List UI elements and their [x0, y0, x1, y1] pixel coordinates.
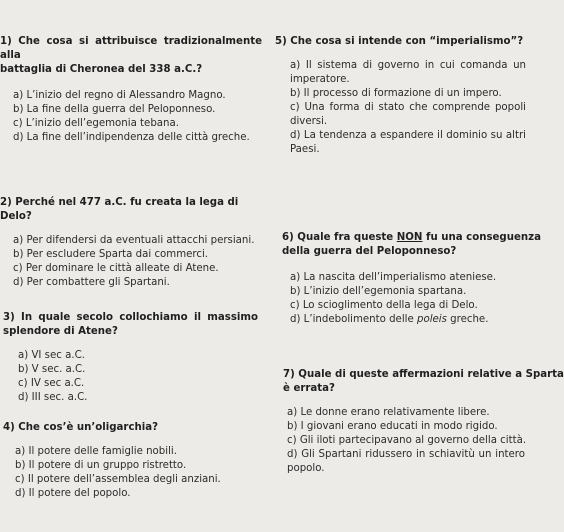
q6-option-b: b) L’inizio dell’egemonia spartana.: [290, 286, 467, 297]
question-5: [275, 35, 525, 157]
q1-option-a: a) L’inizio del regno di Alessandro Magno.: [13, 90, 226, 101]
q5-option-d-cont: Paesi.: [290, 144, 320, 155]
q4-option-a: a) Il potere delle famiglie nobili.: [15, 446, 177, 457]
q3-option-d: d) III sec. a.C.: [18, 392, 88, 403]
question-6-title-cont: della guerra del Peloponneso?: [282, 246, 457, 257]
q7-option-a: a) Le donne erano relativamente libere.: [287, 407, 490, 418]
q4-option-c: c) Il potere dell’assemblea degli anziani.: [15, 474, 221, 485]
q7-option-d: d) Gli Spartani ridussero in schiavitù un intero: [287, 449, 525, 460]
question-2-title: 2) Perché nel 477 a.C. fu creata la lega di Delo?: [0, 197, 239, 222]
q6-title-pre: 6) Quale fra queste: [282, 232, 397, 243]
q1-option-b: b) La fine della guerra del Peloponneso.: [13, 104, 216, 115]
q5-option-d: d) La tendenza a espandere il dominio su altri: [290, 130, 526, 141]
question-2: [0, 196, 262, 290]
q5-option-a-cont: imperatore.: [290, 74, 350, 85]
q2-option-d: d) Per combattere gli Spartani.: [13, 277, 170, 288]
q5-option-c-cont: diversi.: [290, 116, 328, 127]
question-6-title: [282, 231, 541, 245]
question-1-title-cont: battaglia di Cheronea del 338 a.C.?: [0, 64, 203, 75]
q2-option-c: c) Per dominare le città alleate di Atene.: [13, 263, 219, 274]
q7-option-b: b) I giovani erano educati in modo rigido.: [287, 421, 498, 432]
q5-option-c: c) Una forma di stato che comprende popoli: [290, 102, 526, 113]
q1-option-d: d) La fine dell’indipendenza delle città greche.: [13, 132, 250, 143]
question-1: [0, 35, 262, 145]
q7-option-d-cont: popolo.: [287, 463, 325, 474]
question-7: [283, 368, 564, 476]
q2-option-b: b) Per escludere Sparta dai commerci.: [13, 249, 209, 260]
q6-option-d: [290, 313, 525, 327]
question-4: [3, 421, 258, 501]
q4-option-d: d) Il potere del popolo.: [15, 488, 131, 499]
question-4-title: 4) Che cos’è un’oligarchia?: [3, 422, 159, 433]
q3-option-a: a) VI sec a.C.: [18, 350, 85, 361]
question-6: [282, 231, 541, 327]
q7-option-c: c) Gli iloti partecipavano al governo della città.: [287, 435, 527, 446]
q6-option-d-post: greche.: [446, 314, 489, 325]
q5-option-a: a) Il sistema di governo in cui comanda un: [290, 60, 526, 71]
q6-title-post: fu una conseguenza: [422, 232, 541, 243]
q3-option-b: b) V sec. a.C.: [18, 364, 86, 375]
q3-option-c: c) IV sec a.C.: [18, 378, 85, 389]
q2-option-a: a) Per difendersi da eventuali attacchi persiani.: [13, 235, 255, 246]
question-3-title-cont: splendore di Atene?: [3, 326, 118, 337]
question-1-title: 1) Che cosa si attribuisce tradizionalmente alla: [0, 36, 262, 61]
q6-option-d-italic: poleis: [417, 314, 447, 325]
question-5-title: 5) Che cosa si intende con “imperialismo”?: [275, 36, 524, 47]
q4-option-b: b) Il potere di un gruppo ristretto.: [15, 460, 187, 471]
q5-option-b: b) Il processo di formazione di un impero.: [290, 88, 502, 99]
q6-option-a: a) La nascita dell’imperialismo ateniese.: [290, 272, 497, 283]
q6-option-d-pre: d) L’indebolimento delle: [290, 314, 417, 325]
question-7-title: 7) Quale di queste affermazioni relative a Sparta: [283, 369, 564, 380]
question-7-title-cont: è errata?: [283, 383, 335, 394]
q1-option-c: c) L’inizio dell’egemonia tebana.: [13, 118, 179, 129]
q6-option-c: c) Lo scioglimento della lega di Delo.: [290, 300, 478, 311]
q6-title-not: NON: [396, 232, 423, 243]
question-3: [3, 311, 258, 405]
question-3-title: 3) In quale secolo collochiamo il massimo: [3, 312, 258, 323]
